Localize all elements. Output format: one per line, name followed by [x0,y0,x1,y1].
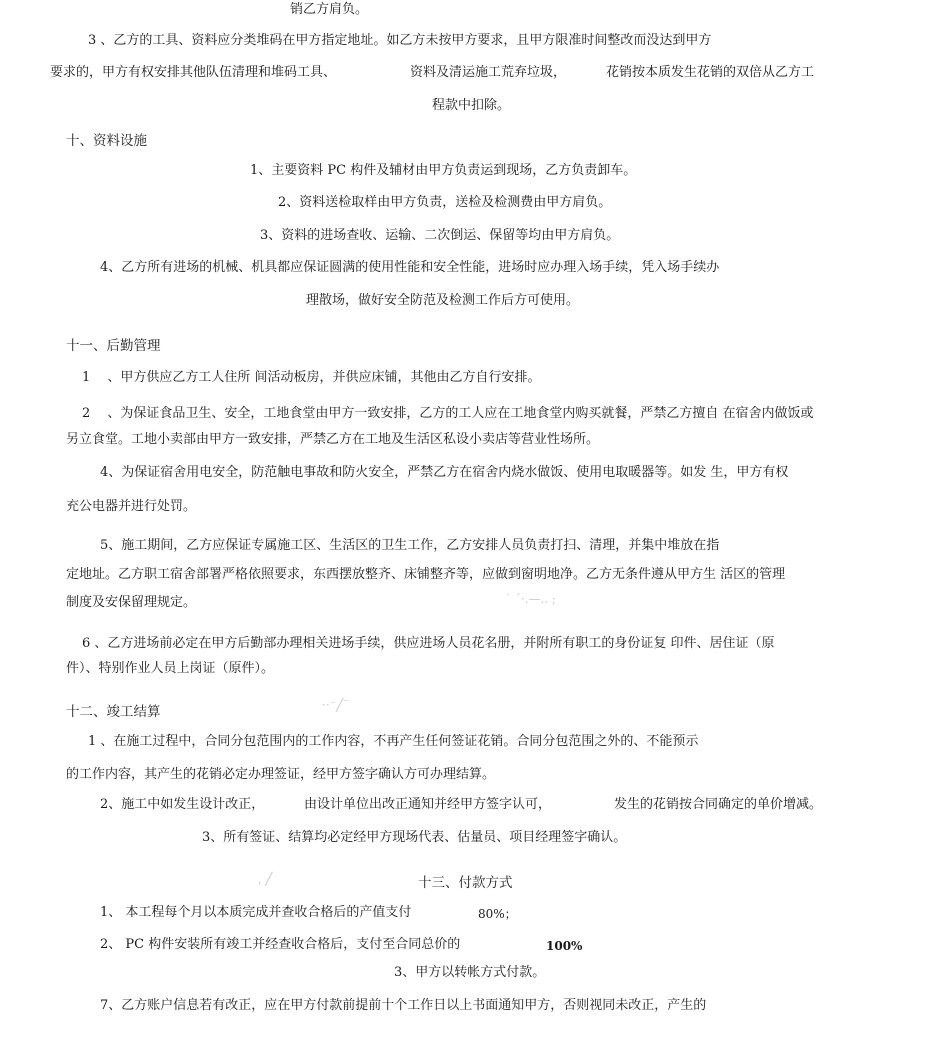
paragraph-line: 100% [546,939,583,953]
paragraph-line: 1、 本工程每个月以本质完成并查收合格后的产值支付 [100,905,412,920]
paragraph-line: 1 、在施工过程中，合同分包范围内的工作内容，不再产生任何签证花销。合同分包范围之外的、不能预示 [88,734,699,749]
paragraph-line: 的工作内容，其产生的花销必定办理签证，经甲方签字确认方可办理结算。 [66,767,496,782]
paragraph-line: 3、所有签证、结算均必定经甲方现场代表、估量员、项目经理签字确认。 [202,830,627,845]
paragraph-line: 5、施工期间，乙方应保证专属施工区、生活区的卫生工作，乙方安排人员负责打扫、清理，并集中堆放在指 [100,538,720,553]
paragraph-line: 定地址。乙方职工宿舍部署严格依照要求，东西摆放整齐、床铺整齐等，应做到窗明地净。乙方无条件遵从甲方生 活区的管理 [66,567,786,582]
paragraph-line: 2、施工中如发生设计改正， [100,797,265,812]
paragraph-line: 1 、甲方供应乙方工人住所 间活动板房，并供应床铺，其他由乙方自行安排。 [82,370,541,385]
scan-artifact: ··⁻╱‾ [322,698,350,712]
paragraph-line: 1、主要资料 PC 构件及辅材由甲方负责运到现场，乙方负责卸车。 [250,163,637,178]
paragraph-line: 80%； [478,907,517,921]
section-heading: 十一、后勤管理 [66,338,161,354]
paragraph-line: 2、资料送检取样由甲方负责，送检及检测费由甲方肩负。 [278,195,612,210]
paragraph-line: 另立食堂。工地小卖部由甲方一致安排，严禁乙方在工地及生活区私设小卖店等营业性场所。 [66,432,600,447]
paragraph-line: 程款中扣除。 [432,98,511,113]
paragraph-line: 由设计单位出改正通知并经甲方签字认可， [304,797,552,812]
paragraph-line: 制度及安保留理规定。 [66,595,197,610]
section-heading: 十二、竣工结算 [66,704,161,720]
paragraph-line: 2 、为保证食品卫生、安全，工地食堂由甲方一致安排，乙方的工人应在工地食堂内购买就餐，严禁乙方擅自 在宿舍内做饭或 [82,406,814,421]
paragraph-line: 4、为保证宿舍用电安全，防范触电事故和防火安全，严禁乙方在宿舍内烧水做饭、使用电取暖器等。如发 生，甲方有权 [100,465,789,480]
paragraph-line: 4、乙方所有进场的机械、机具都应保证圆满的使用性能和安全性能，进场时应办理入场手续，凭入场手续办 [100,260,720,275]
paragraph-line: 要求的，甲方有权安排其他队伍清理和堆码工具、 [50,65,337,80]
paragraph-line: 花销按本质发生花销的双倍从乙方工 [606,65,815,80]
section-heading: 十三、付款方式 [418,875,513,891]
scan-artifact: ˌ ╱ [258,872,273,886]
scan-artifact: ˙ ˊ·.—.. ; [505,592,556,606]
paragraph-line: 发生的花销按合同确定的单价增减。 [614,797,823,812]
paragraph-line: 3 、乙方的工具、资料应分类堆码在甲方指定地址。如乙方未按甲方要求，且甲方限准时间整改而没达到甲方 [88,33,712,48]
paragraph-line: 理散场，做好安全防范及检测工作后方可使用。 [306,293,580,308]
paragraph-line: 资料及清运施工荒弃垃圾， [410,65,567,80]
paragraph-line: 销乙方肩负。 [290,2,369,17]
paragraph-line: 件）、特别作业人员上岗证（原件）。 [66,661,275,676]
paragraph-line: 7、乙方账户信息若有改正，应在甲方付款前提前十个工作日以上书面通知甲方，否则视同未改正，产生的 [100,998,707,1013]
paragraph-line: 6 、乙方进场前必定在甲方后勤部办理相关进场手续，供应进场人员花名册，并附所有职工的身份证复 印件、居住证（原 [82,636,775,651]
section-heading: 十、资料设施 [66,133,147,149]
paragraph-line: 充公电器并进行处罚。 [66,499,197,514]
paragraph-line: 3、甲方以转帐方式付款。 [394,965,546,980]
paragraph-line: 3、资料的进场查收、运输、二次倒运、保留等均由甲方肩负。 [260,228,620,243]
paragraph-line: 2、 PC 构件安装所有竣工并经查收合格后，支付至合同总价的 [100,937,461,952]
